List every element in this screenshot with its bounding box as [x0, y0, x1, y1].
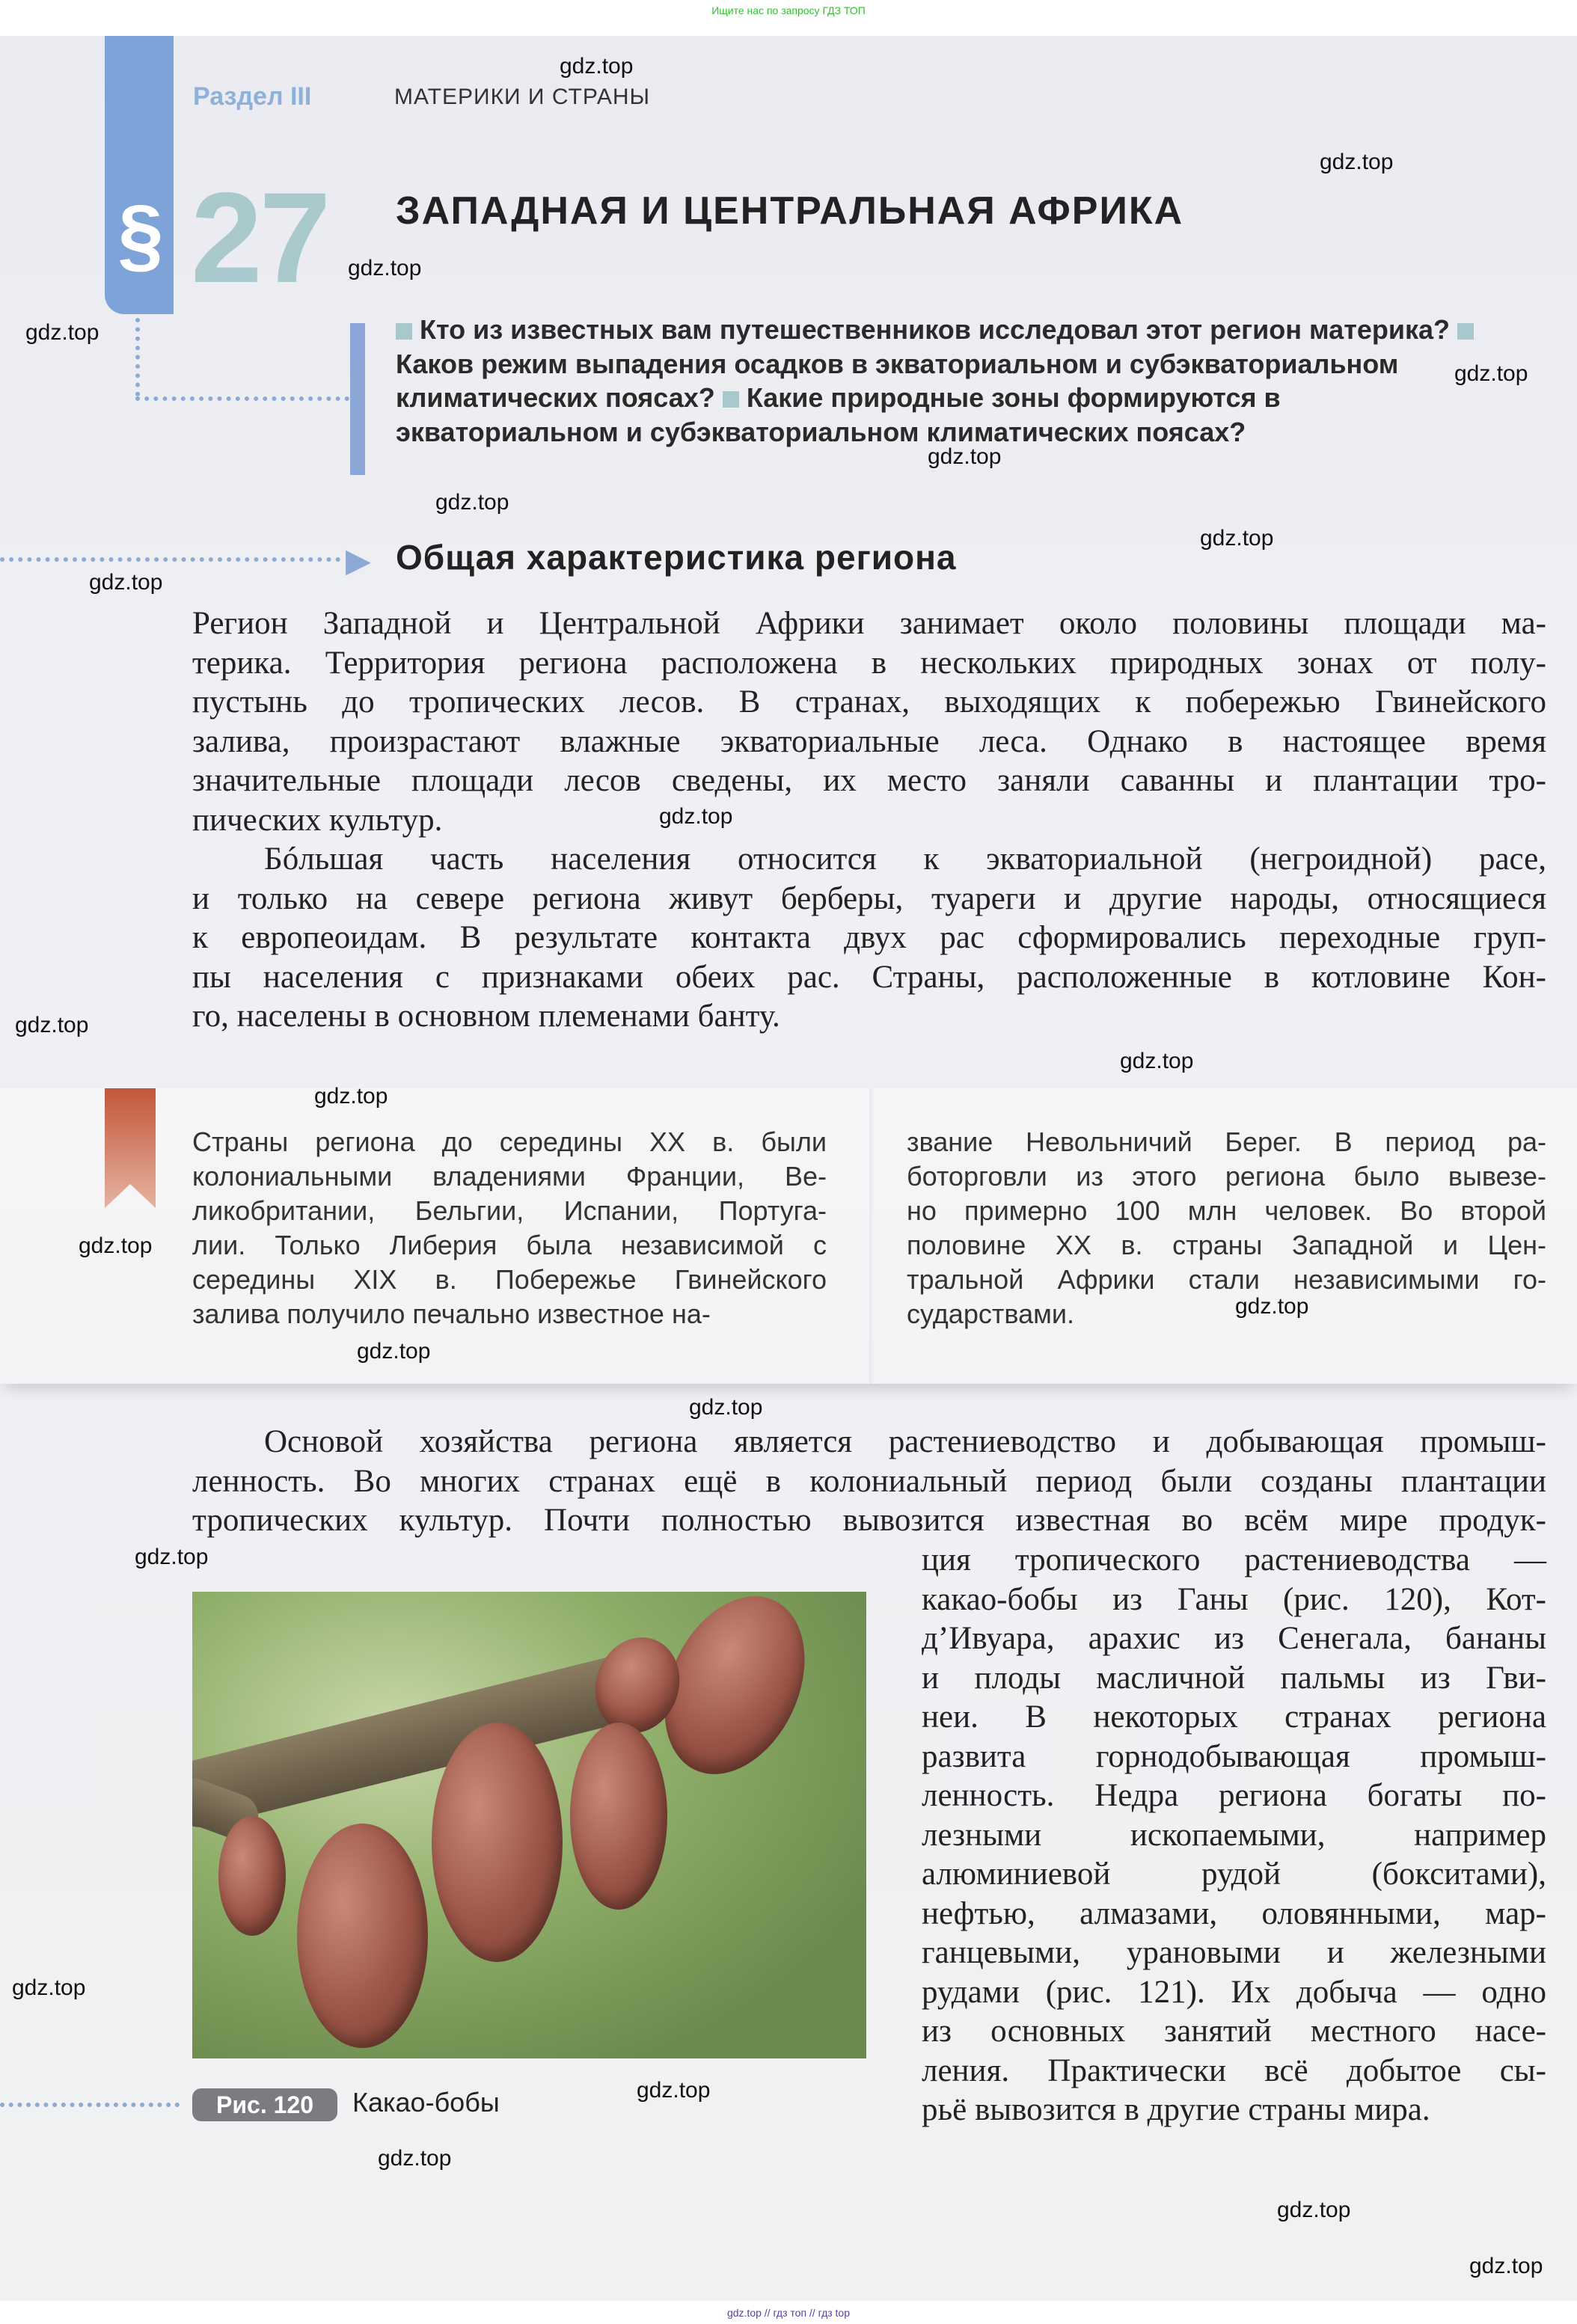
page-title: ЗАПАДНАЯ И ЦЕНТРАЛЬНАЯ АФРИКА	[396, 189, 1184, 233]
watermark: gdz.top	[135, 1545, 209, 1569]
dotted-divider	[135, 318, 140, 396]
text-line: лии. Только Либерия была независимой с	[192, 1230, 827, 1260]
text-line: ленность. Во многих странах ещё в колониальный период были созданы плантации	[192, 1463, 1546, 1499]
question: Какие природные зоны формируются в экваториальном и субэкваториальном климатических поясах?	[396, 382, 1281, 447]
watermark: gdz.top	[1200, 526, 1274, 551]
text-line: Страны региона до середины XX в. были	[192, 1126, 827, 1157]
square-bullet-icon	[1457, 323, 1474, 340]
cacao-pod	[432, 1723, 563, 1962]
text-line: рудами (рис. 121). Их добыча — одно	[922, 1974, 1546, 2010]
text-line: ления. Практически всё добытое сы-	[922, 2052, 1546, 2088]
text-line: пустынь до тропических лесов. В странах, выходящих к побережью Гвинейского	[192, 684, 1546, 720]
text-line: сударствами.	[907, 1299, 1074, 1329]
text-line: развита горнодобывающая промыш-	[922, 1738, 1546, 1774]
paragraph-number: 27	[191, 166, 328, 310]
text-line: тропических культур. Почти полностью вывозится известная во всём мире продук-	[192, 1503, 1546, 1538]
text-line: рьё вывозится в другие страны мира.	[922, 2092, 1430, 2127]
intro-questions	[396, 313, 1495, 449]
square-bullet-icon	[396, 323, 412, 340]
watermark: gdz.top	[1320, 150, 1394, 174]
cacao-pod	[218, 1816, 286, 1936]
text-line: залива получило печально известное на-	[192, 1299, 711, 1329]
text-line: значительные площади лесов сведены, их место заняли саванны и плантации тро-	[192, 763, 1546, 798]
watermark: gdz.top	[348, 256, 422, 280]
watermark: gdz.top	[378, 2146, 452, 2171]
text-line: Регион Западной и Центральной Африки занимает около половины площади ма-	[192, 606, 1546, 641]
watermark: gdz.top	[689, 1395, 763, 1420]
paragraph-1	[192, 604, 1546, 840]
dotted-divider	[135, 396, 349, 401]
text-line: но примерно 100 млн человек. Во второй	[907, 1195, 1546, 1226]
text-line: ликобритании, Бельгии, Испании, Португа-	[192, 1195, 827, 1226]
watermark: gdz.top	[560, 54, 634, 79]
section-title: МАТЕРИКИ И СТРАНЫ	[394, 85, 651, 109]
watermark: gdz.top	[1454, 361, 1528, 386]
paragraph-sign: §	[117, 188, 164, 280]
text-line: колониальными владениями Франции, Ве-	[192, 1161, 827, 1192]
paragraph-2	[192, 840, 1546, 1037]
text-line: Бóльшая часть населения относится к экваториальной (негроидной) расе,	[264, 841, 1546, 877]
text-line: из основных занятий местного насе-	[922, 2014, 1546, 2049]
watermark: gdz.top	[314, 1084, 388, 1109]
figure-caption: Какао-бобы	[352, 2087, 500, 2118]
text-line: и плоды масличной пальмы из Гви-	[922, 1660, 1546, 1696]
text-line: терика. Территория региона расположена в нескольких природных зонах от полу-	[192, 645, 1546, 681]
paragraph-3-column	[922, 1541, 1546, 2130]
text-line: к европеоидам. В результате контакта двух рас сформировались переходные груп-	[192, 920, 1546, 955]
text-line: какао-бобы из Ганы (рис. 120), Кот-	[922, 1581, 1546, 1617]
text-line: середины XIX в. Побережье Гвинейского	[192, 1264, 827, 1295]
section-heading: Общая характеристика региона	[396, 538, 957, 577]
watermark: gdz.top	[1235, 1294, 1309, 1319]
text-line: ленность. Недра региона богаты по-	[922, 1778, 1546, 1813]
text-line: пы населения с признаками обеих рас. Страны, расположенные в котловине Кон-	[192, 959, 1546, 995]
text-line: неи. В некоторых странах региона	[922, 1699, 1546, 1735]
top-search-note: Ищите нас по запросу ГДЗ ТОП	[711, 4, 866, 16]
watermark: gdz.top	[659, 804, 733, 829]
watermark: gdz.top	[637, 2078, 711, 2103]
watermark: gdz.top	[15, 1013, 89, 1037]
text-line: лезными ископаемыми, например	[922, 1817, 1546, 1853]
info-box-fold	[869, 1088, 875, 1384]
text-line: Основой хозяйства региона является растениеводство и добывающая промыш-	[264, 1424, 1546, 1459]
question: Каков режим выпадения осадков в экваториальном и субэкваториальном климатических поясах?	[396, 348, 1399, 413]
text-line: тральной Африки стали независимыми го-	[907, 1264, 1546, 1295]
watermark: gdz.top	[79, 1233, 153, 1258]
cacao-photo	[192, 1592, 866, 2058]
square-bullet-icon	[723, 391, 739, 408]
watermark: gdz.top	[12, 1975, 86, 2000]
paragraph-3	[192, 1423, 1546, 1541]
watermark: gdz.top	[1277, 2198, 1351, 2222]
section-label: Раздел III	[193, 82, 312, 111]
footer-note: gdz.top // гдз топ // гдз top	[726, 2307, 851, 2319]
text-line: го, населены в основном племенами банту.	[192, 999, 780, 1034]
arrow-right-icon: ▶	[346, 542, 371, 579]
watermark: gdz.top	[435, 490, 509, 515]
info-box-right	[907, 1125, 1546, 1331]
watermark: gdz.top	[1120, 1049, 1194, 1073]
text-line: боторговли из этого региона было вывезе-	[907, 1161, 1546, 1192]
question: Кто из известных вам путешественников исследовал этот регион материка?	[420, 314, 1450, 345]
text-line: звание Невольничий Берег. В период ра-	[907, 1126, 1546, 1157]
text-line: нефтью, алмазами, оловянными, мар-	[922, 1895, 1546, 1931]
watermark: gdz.top	[25, 320, 99, 345]
watermark: gdz.top	[928, 444, 1002, 469]
text-line: и только на севере региона живут берберы, туареги и другие народы, относящиеся	[192, 880, 1546, 916]
cacao-pod	[297, 1824, 428, 2048]
info-box-left	[192, 1125, 827, 1331]
text-line: ция тропического растениеводства —	[922, 1542, 1546, 1578]
watermark: gdz.top	[357, 1339, 431, 1364]
questions-bar	[350, 323, 365, 475]
cacao-pod	[570, 1723, 667, 1910]
watermark: gdz.top	[89, 570, 163, 595]
text-line: залива, произрастают влажные экваториальные леса. Однако в настоящее время	[192, 723, 1546, 759]
dotted-divider	[0, 557, 340, 562]
text-line: алюминиевой рудой (бокситами),	[922, 1857, 1546, 1892]
text-line: д’Ивуара, арахис из Сенегала, бананы	[922, 1621, 1546, 1656]
text-line: половине XX в. страны Западной и Цен-	[907, 1230, 1546, 1260]
text-line: ганцевыми, урановыми и железными	[922, 1935, 1546, 1970]
figure-label: Рис. 120	[192, 2088, 337, 2121]
text-line: пических культур.	[192, 802, 443, 838]
watermark: gdz.top	[1469, 2254, 1543, 2278]
dotted-divider	[0, 2103, 180, 2107]
